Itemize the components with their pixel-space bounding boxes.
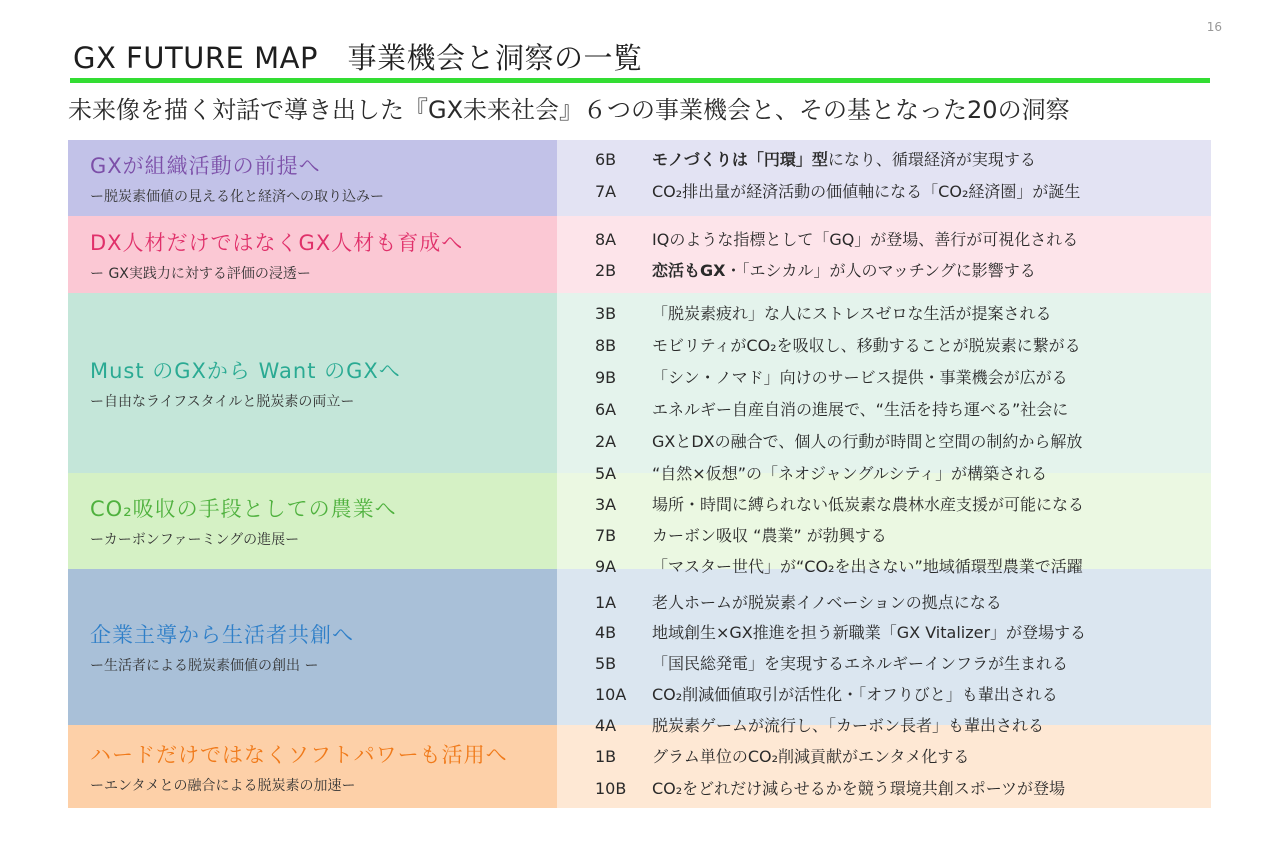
insight-row <box>595 259 1036 283</box>
insight-code: 10A <box>595 685 627 704</box>
insight-body: 老人ホームが脱炭素イノベーションの拠点になる <box>652 593 1002 612</box>
insight-body: 「シン・ノマド」向けのサービス提供・事業機会が広がる <box>652 368 1068 387</box>
section-subheading: ーエンタメとの融合による脱炭素の加速ー <box>90 777 356 794</box>
insight-code: 2B <box>595 261 617 280</box>
insight-body: になり、循環経済が実現する <box>827 150 1036 169</box>
section-subheading: ー脱炭素価値の見える化と経済への取り込みー <box>90 189 384 205</box>
page-subtitle: 未来像を描く対話で導き出した『GX未来社会』６つの事業機会と、その基となった20の洞察 <box>68 96 1070 124</box>
section-heading: ハードだけではなくソフトパワーも活用へ <box>90 742 508 767</box>
section-subheading: ー生活者による脱炭素価値の創出 ー <box>90 658 319 674</box>
section-heading: Must のGXから Want のGXへ <box>90 359 401 383</box>
insight-row <box>595 148 1036 172</box>
insight-row <box>595 302 1052 326</box>
insight-code: 5B <box>595 654 617 673</box>
insight-code: 5A <box>595 464 617 483</box>
insight-text <box>652 228 1078 252</box>
insight-code: 7B <box>595 526 617 545</box>
insight-code: 8A <box>595 230 617 249</box>
section-heading: DX人材だけではなくGX人材も育成へ <box>90 230 464 255</box>
insight-row <box>595 683 1058 707</box>
section-label-cell <box>68 569 557 725</box>
insight-body: CO₂をどれだけ減らせるかを競う環境共創スポーツが登場 <box>652 779 1066 798</box>
section-label-cell <box>68 725 557 808</box>
section-label-cell <box>68 140 557 216</box>
insight-row <box>595 398 1068 422</box>
insight-text <box>652 683 1058 707</box>
insight-row <box>595 524 887 548</box>
section-heading: CO₂吸収の手段としての農業へ <box>90 497 397 521</box>
insight-code: 10B <box>595 779 627 798</box>
insight-text <box>652 259 1036 283</box>
insight-row <box>595 745 969 769</box>
insight-text <box>652 366 1068 390</box>
insight-body: グラム単位のCO₂削減貢献がエンタメ化する <box>652 747 970 766</box>
title-underline <box>70 78 1210 83</box>
insight-code: 3B <box>595 304 617 323</box>
insight-row <box>595 591 1002 615</box>
insight-body: 脱炭素ゲームが流行し、「カーボン長者」も輩出される <box>652 716 1045 735</box>
insight-text <box>652 621 1086 645</box>
insight-row <box>595 366 1068 390</box>
insight-text <box>652 462 1047 486</box>
insight-row <box>595 228 1078 252</box>
section-subheading: ー自由なライフスタイルと脱炭素の両立ー <box>90 394 355 410</box>
insight-body: カーボン吸収 “農業” が勃興する <box>652 526 887 545</box>
insight-text <box>652 524 887 548</box>
insight-row <box>595 430 1082 454</box>
insight-body: “自然×仮想”の「ネオジャングルシティ」が構築される <box>652 464 1048 483</box>
insight-row <box>595 555 1083 579</box>
section-label-cell <box>68 473 557 569</box>
insight-text <box>652 302 1052 326</box>
insight-body: CO₂削減価値取引が活性化・「オフりびと」も輩出される <box>652 685 1058 704</box>
section-subheading: ーカーボンファーミングの進展ー <box>90 532 300 548</box>
page-title: GX FUTURE MAP 事業機会と洞察の一覧 <box>73 41 643 75</box>
insight-code: 6B <box>595 150 617 169</box>
insight-body: IQのような指標として「GQ」が登場、善行が可視化される <box>652 230 1079 249</box>
insight-text <box>652 555 1083 579</box>
insight-emphasis: モノづくりは「円環」型 <box>652 150 828 169</box>
insight-emphasis: 恋活もGX <box>652 261 726 280</box>
insight-body: エネルギー自産自消の進展で、“生活を持ち運べる”社会に <box>652 400 1069 419</box>
page-number: 16 <box>1206 20 1222 34</box>
insight-text <box>652 714 1044 738</box>
insight-row <box>595 334 1081 358</box>
insight-code: 4A <box>595 716 617 735</box>
insight-code: 4B <box>595 623 617 642</box>
insight-text <box>652 334 1081 358</box>
insight-code: 2A <box>595 432 617 451</box>
section-subheading: ー GX実践力に対する評価の浸透ー <box>90 265 311 282</box>
opportunity-table <box>68 140 1211 808</box>
insight-row <box>595 462 1047 486</box>
section-label-cell <box>68 216 557 293</box>
insight-row <box>595 180 1080 204</box>
insight-code: 7A <box>595 182 617 201</box>
insight-text <box>652 148 1036 172</box>
insight-code: 1B <box>595 747 617 766</box>
insight-text <box>652 745 969 769</box>
insight-row <box>595 777 1065 801</box>
section-label-cell <box>68 293 557 473</box>
insight-body: CO₂排出量が経済活動の価値軸になる「CO₂経済圏」が誕生 <box>652 182 1081 201</box>
insight-row <box>595 493 1084 517</box>
insight-code: 9A <box>595 557 617 576</box>
insight-body: GXとDXの融合で、個人の行動が時間と空間の制約から解放 <box>652 432 1083 451</box>
insight-body: ・「エシカル」が人のマッチングに影響する <box>725 261 1036 280</box>
insight-body: 「マスター世代」が“CO₂を出さない”地域循環型農業で活躍 <box>652 557 1083 576</box>
insight-row <box>595 621 1086 645</box>
insight-text <box>652 398 1068 422</box>
insight-text <box>652 591 1002 615</box>
insight-body: モビリティがCO₂を吸収し、移動することが脱炭素に繋がる <box>652 336 1081 355</box>
insight-text <box>652 652 1068 676</box>
insight-row <box>595 714 1044 738</box>
insight-code: 6A <box>595 400 617 419</box>
insight-code: 9B <box>595 368 617 387</box>
insight-body: 「脱炭素疲れ」な人にストレスゼロな生活が提案される <box>652 304 1052 323</box>
insight-body: 地域創生×GX推進を担う新職業「GX Vitalizer」が登場する <box>652 623 1087 642</box>
insight-body: 場所・時間に縛られない低炭素な農林水産支援が可能になる <box>652 495 1085 514</box>
insight-text <box>652 777 1065 801</box>
insight-text <box>652 430 1082 454</box>
insight-code: 3A <box>595 495 617 514</box>
section-heading: GXが組織活動の前提へ <box>90 154 321 178</box>
insight-code: 1A <box>595 593 617 612</box>
section-heading: 企業主導から生活者共創へ <box>90 623 354 647</box>
insight-row <box>595 652 1068 676</box>
insight-text <box>652 493 1084 517</box>
insight-body: 「国民総発電」を実現するエネルギーインフラが生まれる <box>652 654 1069 673</box>
insight-code: 8B <box>595 336 617 355</box>
insight-text <box>652 180 1080 204</box>
